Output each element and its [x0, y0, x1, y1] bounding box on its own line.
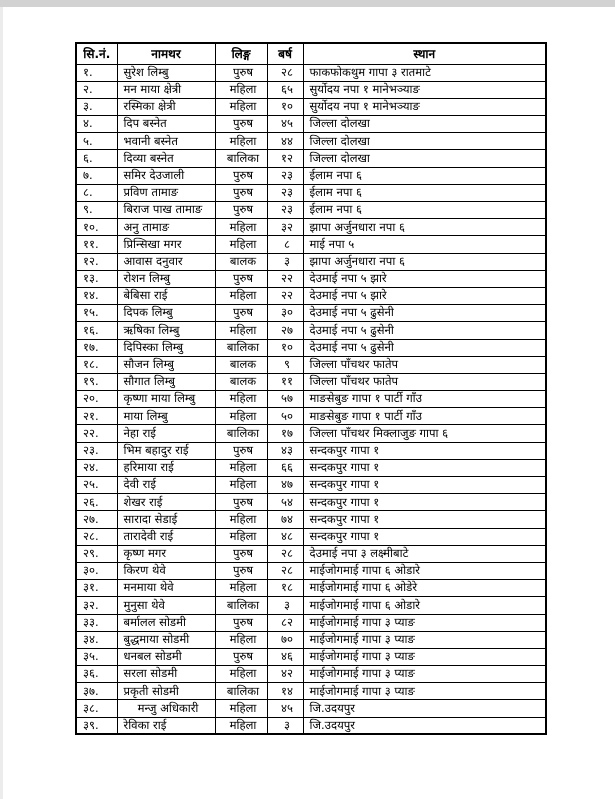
cell-serial: २१. [76, 408, 117, 425]
cell-serial: १. [76, 64, 117, 81]
cell-serial: ३७. [76, 683, 117, 700]
table-row [76, 391, 546, 408]
table-row [76, 202, 546, 219]
cell-serial: ३६. [76, 666, 117, 683]
cell-gender: पुरुष [215, 64, 267, 81]
table-row [76, 373, 546, 390]
cell-serial: ७. [76, 167, 117, 184]
cell-gender: महिला [215, 700, 267, 717]
cell-serial: २६. [76, 494, 117, 511]
table-row [76, 270, 546, 287]
column-header-name: नामथर [117, 43, 215, 64]
cell-place: देउमाई नपा ५ झारे [303, 270, 546, 287]
cell-name: रोशन लिम्बु [117, 270, 215, 287]
cell-serial: १८. [76, 356, 117, 373]
cell-name: हरिमाया राई [117, 459, 215, 476]
cell-place: जिल्ला पाँचथर फातेप [303, 373, 546, 390]
cell-age: ४५ [267, 700, 303, 717]
cell-serial: ८. [76, 184, 117, 201]
table-body [76, 64, 546, 734]
cell-gender: बालक [215, 373, 267, 390]
cell-age: ४३ [267, 442, 303, 459]
cell-age: ४२ [267, 666, 303, 683]
cell-age: १० [267, 339, 303, 356]
table-row [76, 305, 546, 322]
cell-name: प्रकृती सोडमी [117, 683, 215, 700]
cell-age: २२ [267, 270, 303, 287]
cell-place: ईलाम नपा ६ [303, 167, 546, 184]
column-header-serial: सि.नं. [76, 43, 117, 64]
cell-serial: ३०. [76, 562, 117, 579]
cell-place: सन्दकपुर गापा १ [303, 459, 546, 476]
cell-place: देउमाई नपा ५ ढुसेनी [303, 305, 546, 322]
table-row [76, 459, 546, 476]
cell-gender: महिला [215, 459, 267, 476]
cell-name: भिम बहादुर राई [117, 442, 215, 459]
cell-serial: ३१. [76, 580, 117, 597]
cell-age: २८ [267, 562, 303, 579]
cell-gender: पुरुष [215, 202, 267, 219]
cell-gender: पुरुष [215, 545, 267, 562]
cell-name: बिराज पाख तामाङ [117, 202, 215, 219]
top-border-strip [0, 0, 615, 7]
cell-name: सुरेश लिम्बु [117, 64, 215, 81]
table-row [76, 700, 546, 717]
cell-age: ४६ [267, 648, 303, 665]
cell-gender: महिला [215, 511, 267, 528]
cell-gender: महिला [215, 717, 267, 734]
cell-gender: पुरुष [215, 648, 267, 665]
cell-gender: पुरुष [215, 305, 267, 322]
cell-gender: महिला [215, 477, 267, 494]
cell-name: बुद्धमाया सोडमी [117, 631, 215, 648]
table-row [76, 528, 546, 545]
cell-place: माईजोगमाई गापा ६ ओडेरे [303, 580, 546, 597]
cell-age: ४४ [267, 133, 303, 150]
table-row [76, 494, 546, 511]
cell-serial: २४. [76, 459, 117, 476]
cell-gender: महिला [215, 322, 267, 339]
table-row [76, 81, 546, 98]
cell-name: ऋषिका लिम्बु [117, 322, 215, 339]
cell-place: माईजोगमाई गापा ३ प्याङ [303, 648, 546, 665]
cell-place: सन्दकपुर गापा १ [303, 494, 546, 511]
cell-age: ४८ [267, 528, 303, 545]
cell-gender: पुरुष [215, 562, 267, 579]
table-row [76, 322, 546, 339]
cell-name: किरण थेवे [117, 562, 215, 579]
table-row [76, 339, 546, 356]
cell-serial: २९. [76, 545, 117, 562]
cell-place: झापा अर्जुनधारा नपा ६ [303, 219, 546, 236]
cell-serial: ४. [76, 116, 117, 133]
cell-name: धनबल सोडमी [117, 648, 215, 665]
cell-name: सौजन लिम्बु [117, 356, 215, 373]
cell-name: मुनुसा थेवे [117, 597, 215, 614]
cell-age: २३ [267, 184, 303, 201]
cell-place: जिल्ला दोलखा [303, 116, 546, 133]
cell-serial: १४. [76, 287, 117, 304]
cell-place: झापा अर्जुनधारा नपा ६ [303, 253, 546, 270]
cell-name: मन्जु अधिकारी [117, 700, 215, 717]
cell-name: समिर देउजाली [117, 167, 215, 184]
cell-gender: महिला [215, 631, 267, 648]
cell-place: सुर्योदय नपा १ मानेभञ्याङ [303, 98, 546, 115]
cell-serial: ३४. [76, 631, 117, 648]
cell-serial: ३९. [76, 717, 117, 734]
cell-serial: १६. [76, 322, 117, 339]
cell-age: १० [267, 98, 303, 115]
cell-place: माईजोगमाई गापा ३ प्याङ [303, 631, 546, 648]
cell-age: १४ [267, 683, 303, 700]
cell-place: जि.उदयपुर [303, 700, 546, 717]
cell-age: ३ [267, 717, 303, 734]
table-row [76, 219, 546, 236]
cell-age: ६६ [267, 459, 303, 476]
cell-name: रेविका राई [117, 717, 215, 734]
cell-age: ८ [267, 236, 303, 253]
cell-name: कृष्ण मगर [117, 545, 215, 562]
cell-gender: पुरुष [215, 167, 267, 184]
cell-name: दिप बस्नेत [117, 116, 215, 133]
cell-gender: पुरुष [215, 442, 267, 459]
cell-age: २७ [267, 322, 303, 339]
cell-gender: बालिका [215, 150, 267, 167]
cell-age: ११ [267, 373, 303, 390]
cell-serial: २२. [76, 425, 117, 442]
table-row [76, 511, 546, 528]
cell-name: तारादेवी राई [117, 528, 215, 545]
cell-place: माईजोगमाई गापा ६ ओडारे [303, 597, 546, 614]
cell-gender: बालिका [215, 683, 267, 700]
cell-gender: महिला [215, 236, 267, 253]
cell-serial: १५. [76, 305, 117, 322]
cell-serial: २०. [76, 391, 117, 408]
table-row [76, 64, 546, 81]
cell-place: देउमाई नपा ३ लक्ष्मीबाटे [303, 545, 546, 562]
cell-place: सन्दकपुर गापा १ [303, 477, 546, 494]
cell-place: सन्दकपुर गापा १ [303, 511, 546, 528]
table-row [76, 614, 546, 631]
column-header-age: बर्ष [267, 43, 303, 64]
cell-place: माईजोगमाई गापा ६ ओडारे [303, 562, 546, 579]
cell-name: बेबिसा राई [117, 287, 215, 304]
cell-serial: ३३. [76, 614, 117, 631]
cell-place: जिल्ला पाँचथर फातेप [303, 356, 546, 373]
cell-gender: महिला [215, 219, 267, 236]
table-row [76, 287, 546, 304]
table-row [76, 167, 546, 184]
cell-age: १८ [267, 580, 303, 597]
cell-place: देउमाई नपा ५ ढुसेनी [303, 322, 546, 339]
cell-serial: २५. [76, 477, 117, 494]
cell-serial: १०. [76, 219, 117, 236]
cell-name: दिपिस्का लिम्बु [117, 339, 215, 356]
cell-place: जिल्ला दोलखा [303, 133, 546, 150]
table-row [76, 116, 546, 133]
cell-age: २३ [267, 202, 303, 219]
cell-age: ४७ [267, 477, 303, 494]
cell-age: ७४ [267, 511, 303, 528]
table-row [76, 562, 546, 579]
cell-serial: ५. [76, 133, 117, 150]
cell-serial: ३२. [76, 597, 117, 614]
table-row [76, 408, 546, 425]
cell-name: नेहा राई [117, 425, 215, 442]
table-row [76, 717, 546, 734]
cell-place: माईजोगमाई गापा ३ प्याङ [303, 614, 546, 631]
cell-serial: १७. [76, 339, 117, 356]
cell-gender: महिला [215, 287, 267, 304]
cell-gender: पुरुष [215, 614, 267, 631]
table-row [76, 425, 546, 442]
cell-gender: बालक [215, 253, 267, 270]
cell-place: फाकफोकथुम गापा ३ रातमाटे [303, 64, 546, 81]
cell-place: माङसेबुङ गापा १ पार्टी गाँउ [303, 408, 546, 425]
cell-name: सौगात लिम्बु [117, 373, 215, 390]
cell-name: दिपक लिम्बु [117, 305, 215, 322]
cell-age: ३० [267, 305, 303, 322]
cell-name: भवानी बस्नेत [117, 133, 215, 150]
cell-serial: ३. [76, 98, 117, 115]
cell-gender: महिला [215, 81, 267, 98]
cell-age: २८ [267, 545, 303, 562]
cell-gender: महिला [215, 528, 267, 545]
cell-age: २२ [267, 287, 303, 304]
cell-gender: पुरुष [215, 270, 267, 287]
cell-age: ९ [267, 356, 303, 373]
cell-age: ८२ [267, 614, 303, 631]
left-border-strip [0, 7, 3, 799]
cell-gender: महिला [215, 408, 267, 425]
cell-age: ५० [267, 408, 303, 425]
cell-name: सारादा सेडाई [117, 511, 215, 528]
cell-place: देउमाई नपा ५ ढुसेनी [303, 339, 546, 356]
table-row [76, 133, 546, 150]
cell-serial: १३. [76, 270, 117, 287]
table-row [76, 150, 546, 167]
cell-place: माङसेबुङ गापा १ पार्टी गाँउ [303, 391, 546, 408]
cell-serial: ३८. [76, 700, 117, 717]
cell-serial: २८. [76, 528, 117, 545]
cell-gender: पुरुष [215, 184, 267, 201]
cell-name: दिव्या बस्नेत [117, 150, 215, 167]
cell-place: माई नपा ५ [303, 236, 546, 253]
table-row [76, 442, 546, 459]
table-row [76, 648, 546, 665]
cell-place: जिल्ला दोलखा [303, 150, 546, 167]
cell-age: १७ [267, 425, 303, 442]
cell-gender: महिला [215, 391, 267, 408]
table-row [76, 666, 546, 683]
cell-gender: बालिका [215, 425, 267, 442]
cell-gender: पुरुष [215, 494, 267, 511]
cell-place: देउमाई नपा ५ झारे [303, 287, 546, 304]
cell-gender: महिला [215, 98, 267, 115]
cell-age: १२ [267, 150, 303, 167]
cell-gender: बालक [215, 356, 267, 373]
cell-name: रस्मिका क्षेत्री [117, 98, 215, 115]
cell-serial: ६. [76, 150, 117, 167]
cell-age: ७० [267, 631, 303, 648]
table-row [76, 477, 546, 494]
cell-gender: महिला [215, 666, 267, 683]
cell-place: ईलाम नपा ६ [303, 184, 546, 201]
table-row [76, 98, 546, 115]
cell-gender: महिला [215, 580, 267, 597]
cell-age: २८ [267, 64, 303, 81]
cell-name: आवास दनुवार [117, 253, 215, 270]
cell-serial: ३५. [76, 648, 117, 665]
cell-age: ३२ [267, 219, 303, 236]
table-row [76, 356, 546, 373]
cell-serial: ११. [76, 236, 117, 253]
cell-serial: २३. [76, 442, 117, 459]
table-row [76, 597, 546, 614]
table-row [76, 580, 546, 597]
cell-age: ५७ [267, 391, 303, 408]
cell-name: माया लिम्बु [117, 408, 215, 425]
cell-gender: महिला [215, 133, 267, 150]
cell-name: मन माया क्षेत्री [117, 81, 215, 98]
cell-age: ५४ [267, 494, 303, 511]
cell-name: बर्मालल सोडमी [117, 614, 215, 631]
cell-name: सरला सोडमी [117, 666, 215, 683]
cell-place: जि.उदयपुर [303, 717, 546, 734]
cell-place: सन्दकपुर गापा १ [303, 528, 546, 545]
column-header-place: स्थान [303, 43, 546, 64]
cell-name: देवी राई [117, 477, 215, 494]
table-header-row [76, 43, 546, 64]
cell-serial: १९. [76, 373, 117, 390]
cell-place: सन्दकपुर गापा १ [303, 442, 546, 459]
cell-age: ४५ [267, 116, 303, 133]
cell-age: २३ [267, 167, 303, 184]
column-header-gender: लिङ्ग [215, 43, 267, 64]
cell-name: अनु तामाङ [117, 219, 215, 236]
cell-gender: बालिका [215, 597, 267, 614]
table-row [76, 253, 546, 270]
cell-age: ३ [267, 253, 303, 270]
table-row [76, 236, 546, 253]
table-row [76, 545, 546, 562]
cell-age: ३ [267, 597, 303, 614]
cell-place: जिल्ला पाँचथर मिक्लाजुङ गापा ६ [303, 425, 546, 442]
cell-name: कृष्णा माया लिम्बु [117, 391, 215, 408]
cell-name: शेखर राई [117, 494, 215, 511]
cell-age: ६५ [267, 81, 303, 98]
cell-serial: २७. [76, 511, 117, 528]
cell-name: प्रिन्सिखा मगर [117, 236, 215, 253]
cell-place: ईलाम नपा ६ [303, 202, 546, 219]
table-row [76, 631, 546, 648]
cell-gender: बालिका [215, 339, 267, 356]
cell-serial: ९. [76, 202, 117, 219]
cell-serial: २. [76, 81, 117, 98]
cell-name: मनमाया थेवे [117, 580, 215, 597]
table-row [76, 683, 546, 700]
cell-place: माईजोगमाई गापा ३ प्याङ [303, 683, 546, 700]
cell-name: प्रविण तामाङ [117, 184, 215, 201]
cell-gender: पुरुष [215, 116, 267, 133]
cell-place: सुर्योदय नपा १ मानेभञ्याङ [303, 81, 546, 98]
table-row [76, 184, 546, 201]
cell-serial: १२. [76, 253, 117, 270]
roster-table [75, 42, 547, 735]
cell-place: माईजोगमाई गापा ३ प्याङ [303, 666, 546, 683]
